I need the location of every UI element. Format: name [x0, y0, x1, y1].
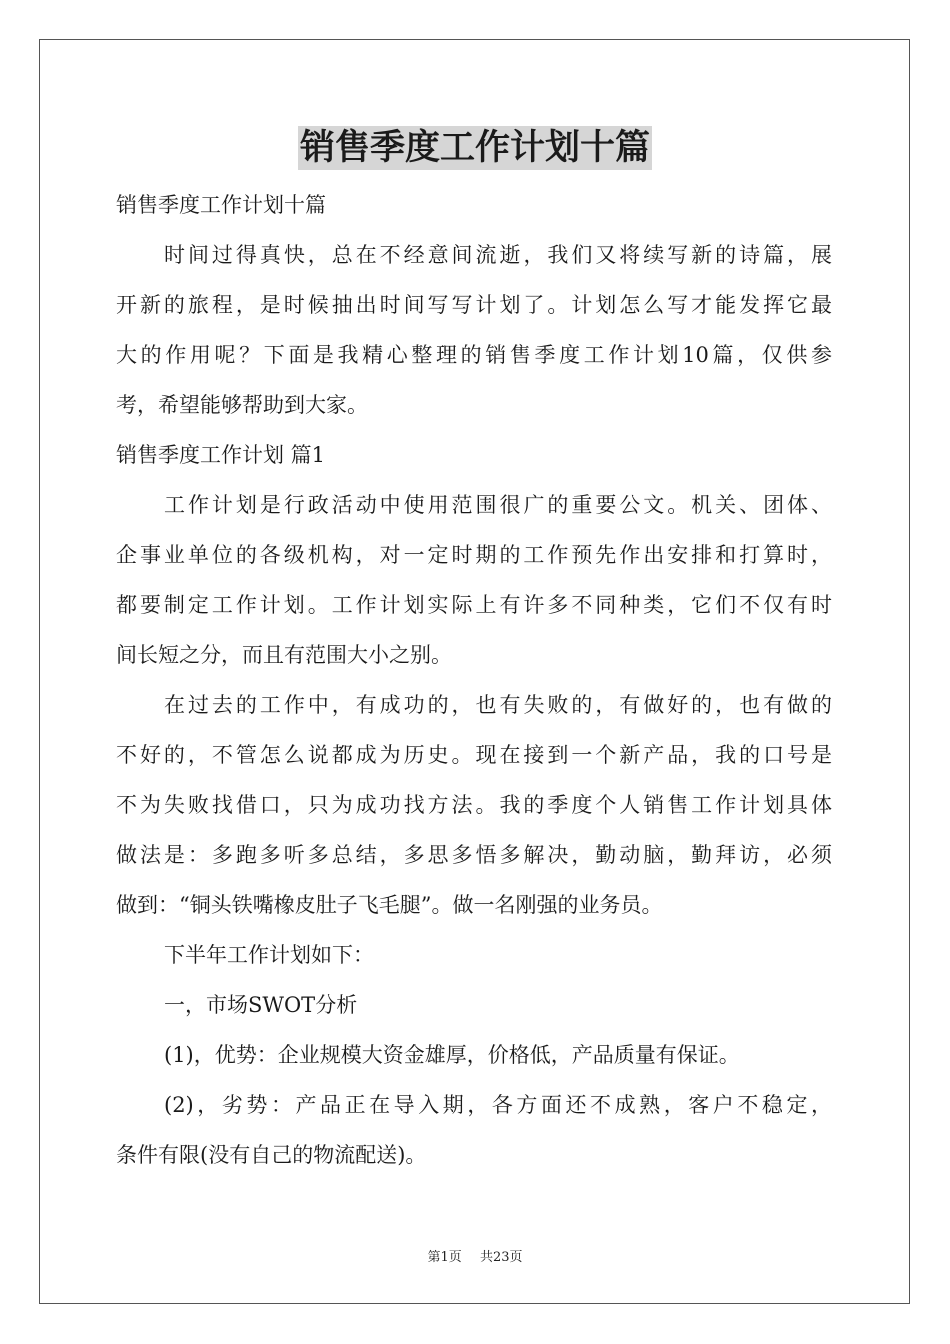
- text-line: 时间过得真快，总在不经意间流逝，我们又将续写新的诗篇，展: [164, 243, 832, 267]
- text-line: 考，希望能够帮助到大家。: [116, 393, 368, 417]
- text-line: 都要制定工作计划。工作计划实际上有许多不同种类，它们不仅有时: [116, 593, 832, 617]
- page-footer: [0, 1246, 950, 1265]
- page-number: 第1页: [427, 1250, 462, 1265]
- text-line: 开新的旅程，是时候抽出时间写写计划了。计划怎么写才能发挥它最: [116, 293, 832, 317]
- text-line: (2)，劣势：产品正在导入期，各方面还不成熟，客户不稳定，: [164, 1093, 832, 1117]
- document-title: 销售季度工作计划十篇: [299, 127, 650, 168]
- text-line: 一，市场SWOT分析: [164, 993, 358, 1017]
- text-line: 销售季度工作计划 篇1: [116, 443, 326, 467]
- text-line: 在过去的工作中，有成功的，也有失败的，有做好的，也有做的: [164, 693, 832, 717]
- text-line: 大的作用呢？下面是我精心整理的销售季度工作计划10篇，仅供参: [116, 343, 832, 367]
- text-line: 工作计划是行政活动中使用范围很广的重要公文。机关、团体、: [164, 493, 832, 517]
- text-line: 销售季度工作计划十篇: [116, 193, 326, 217]
- text-line: 条件有限(没有自己的物流配送)。: [116, 1143, 427, 1167]
- title-container: [0, 126, 950, 170]
- text-line: 企事业单位的各级机构，对一定时期的工作预先作出安排和打算时，: [116, 543, 832, 567]
- text-line: 间长短之分，而且有范围大小之别。: [116, 643, 452, 667]
- page-total: 共23页: [479, 1250, 523, 1265]
- document-body: [116, 180, 832, 1180]
- text-line: 不为失败找借口，只为成功找方法。我的季度个人销售工作计划具体: [116, 793, 832, 817]
- text-line: 不好的，不管怎么说都成为历史。现在接到一个新产品，我的口号是: [116, 743, 832, 767]
- text-line: 下半年工作计划如下：: [164, 943, 374, 967]
- text-line: 做到：“铜头铁嘴橡皮肚子飞毛腿”。做一名刚强的业务员。: [116, 893, 663, 917]
- text-line: 做法是：多跑多听多总结，多思多悟多解决，勤动脑，勤拜访，必须: [116, 843, 832, 867]
- text-line: (1)，优势：企业规模大资金雄厚，价格低，产品质量有保证。: [164, 1043, 740, 1067]
